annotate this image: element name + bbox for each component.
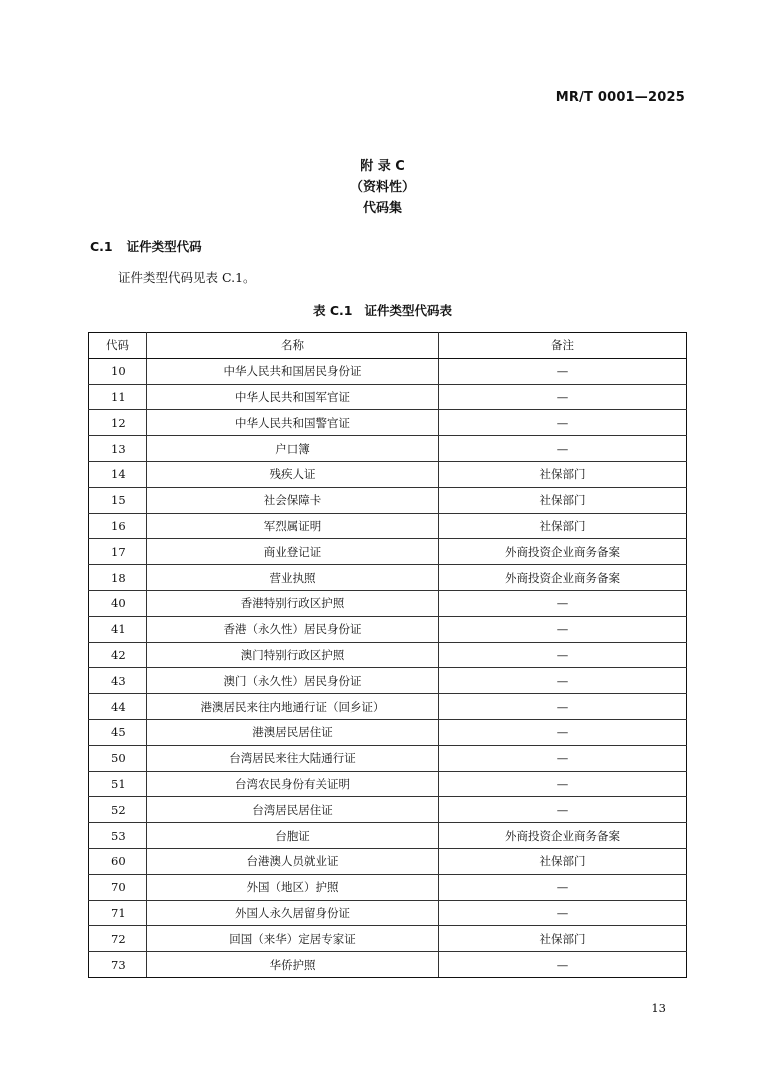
note-cell: 社保部门 (439, 926, 687, 952)
code-cell: 10 (89, 358, 147, 384)
note-cell: — (439, 874, 687, 900)
name-cell: 香港特别行政区护照 (147, 590, 439, 616)
code-cell: 17 (89, 539, 147, 565)
code-cell: 16 (89, 513, 147, 539)
code-cell: 51 (89, 771, 147, 797)
appendix-nature: （资料性） (349, 180, 415, 195)
code-cell: 73 (89, 952, 147, 978)
note-cell: — (439, 797, 687, 823)
code-cell: 12 (89, 410, 147, 436)
table-row (89, 771, 687, 797)
name-cell: 台港澳人员就业证 (147, 848, 439, 874)
code-cell: 18 (89, 565, 147, 591)
appendix-heading (0, 156, 765, 219)
table-row (89, 797, 687, 823)
table-row (89, 926, 687, 952)
section-paragraph: 证件类型代码见表 C.1。 (118, 270, 256, 285)
table-row (89, 487, 687, 513)
code-cell: 42 (89, 642, 147, 668)
note-cell: — (439, 358, 687, 384)
code-cell: 53 (89, 823, 147, 849)
name-cell: 华侨护照 (147, 952, 439, 978)
code-cell: 70 (89, 874, 147, 900)
name-cell: 台湾农民身份有关证明 (147, 771, 439, 797)
id-type-code-table (88, 332, 687, 978)
name-cell: 香港（永久性）居民身份证 (147, 616, 439, 642)
table-header-row (89, 333, 687, 359)
note-cell: 社保部门 (439, 461, 687, 487)
table-row (89, 513, 687, 539)
code-cell: 43 (89, 668, 147, 694)
note-cell: 外商投资企业商务备案 (439, 539, 687, 565)
note-cell: 外商投资企业商务备案 (439, 565, 687, 591)
note-cell: — (439, 719, 687, 745)
name-cell: 中华人民共和国警官证 (147, 410, 439, 436)
name-cell: 台胞证 (147, 823, 439, 849)
note-cell: 外商投资企业商务备案 (439, 823, 687, 849)
name-cell: 残疾人证 (147, 461, 439, 487)
section-heading (90, 237, 202, 255)
name-cell: 港澳居民居住证 (147, 719, 439, 745)
table-row (89, 436, 687, 462)
standard-number: MR/T 0001—2025 (555, 90, 685, 105)
table-row (89, 384, 687, 410)
appendix-name: 代码集 (362, 201, 402, 216)
table-row (89, 874, 687, 900)
table-caption-title: 证件类型代码表 (364, 303, 452, 318)
note-cell: — (439, 694, 687, 720)
table-row (89, 823, 687, 849)
name-cell: 台湾居民来往大陆通行证 (147, 745, 439, 771)
table-row (89, 539, 687, 565)
table-row (89, 410, 687, 436)
note-cell: — (439, 616, 687, 642)
name-cell: 中华人民共和国居民身份证 (147, 358, 439, 384)
table-row (89, 642, 687, 668)
code-cell: 13 (89, 436, 147, 462)
note-cell: — (439, 745, 687, 771)
note-cell: — (439, 952, 687, 978)
name-cell: 外国（地区）护照 (147, 874, 439, 900)
section-number: C.1 (90, 239, 113, 254)
code-cell: 72 (89, 926, 147, 952)
code-cell: 50 (89, 745, 147, 771)
name-cell: 军烈属证明 (147, 513, 439, 539)
name-cell: 港澳居民来往内地通行证（回乡证） (147, 694, 439, 720)
table-row (89, 668, 687, 694)
code-cell: 11 (89, 384, 147, 410)
code-cell: 60 (89, 848, 147, 874)
table-row (89, 745, 687, 771)
table-row (89, 952, 687, 978)
name-cell: 回国（来华）定居专家证 (147, 926, 439, 952)
note-cell: — (439, 436, 687, 462)
code-cell: 71 (89, 900, 147, 926)
table-row (89, 848, 687, 874)
note-cell: — (439, 771, 687, 797)
code-cell: 40 (89, 590, 147, 616)
code-cell: 44 (89, 694, 147, 720)
header-name: 名称 (147, 333, 439, 359)
note-cell: — (439, 590, 687, 616)
name-cell: 澳门特别行政区护照 (147, 642, 439, 668)
table-row (89, 358, 687, 384)
name-cell: 台湾居民居住证 (147, 797, 439, 823)
header-code: 代码 (89, 333, 147, 359)
table-row (89, 590, 687, 616)
page-number: 13 (651, 1001, 666, 1015)
table-row (89, 461, 687, 487)
table-row (89, 616, 687, 642)
note-cell: 社保部门 (439, 487, 687, 513)
name-cell: 商业登记证 (147, 539, 439, 565)
code-cell: 52 (89, 797, 147, 823)
note-cell: 社保部门 (439, 848, 687, 874)
code-cell: 41 (89, 616, 147, 642)
header-note: 备注 (439, 333, 687, 359)
table-row (89, 900, 687, 926)
code-cell: 14 (89, 461, 147, 487)
appendix-title: 附 录 C (360, 159, 405, 174)
name-cell: 营业执照 (147, 565, 439, 591)
table-caption (0, 301, 765, 319)
name-cell: 中华人民共和国军官证 (147, 384, 439, 410)
note-cell: — (439, 668, 687, 694)
note-cell: — (439, 900, 687, 926)
code-cell: 15 (89, 487, 147, 513)
table-row (89, 694, 687, 720)
section-title: 证件类型代码 (126, 239, 202, 254)
note-cell: — (439, 384, 687, 410)
table-row (89, 719, 687, 745)
table-row (89, 565, 687, 591)
name-cell: 外国人永久居留身份证 (147, 900, 439, 926)
table-caption-number: 表 C.1 (313, 303, 353, 318)
code-cell: 45 (89, 719, 147, 745)
note-cell: — (439, 410, 687, 436)
name-cell: 户口簿 (147, 436, 439, 462)
name-cell: 澳门（永久性）居民身份证 (147, 668, 439, 694)
note-cell: — (439, 642, 687, 668)
note-cell: 社保部门 (439, 513, 687, 539)
name-cell: 社会保障卡 (147, 487, 439, 513)
